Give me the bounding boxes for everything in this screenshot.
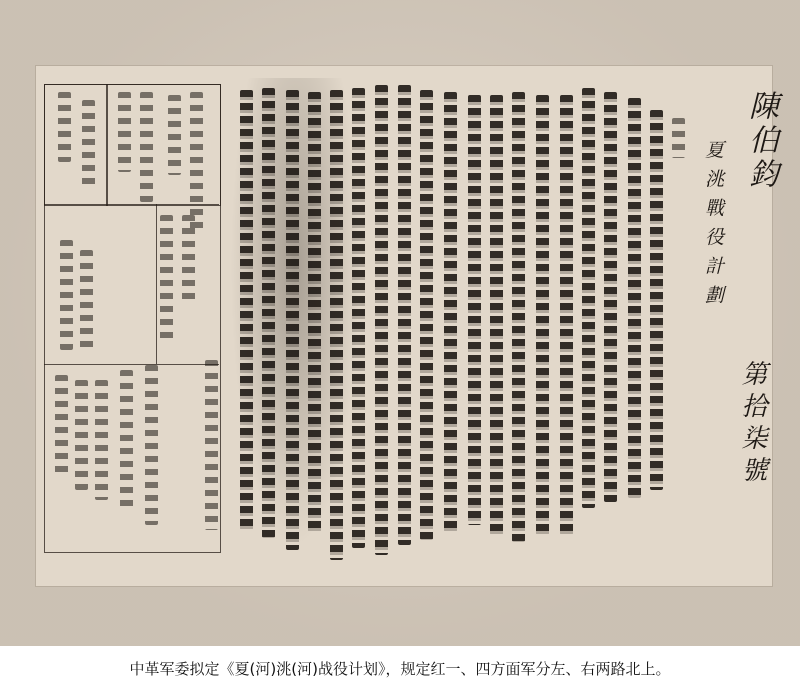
handwriting-column	[286, 90, 299, 550]
handwriting-column	[330, 90, 343, 560]
handwriting-column	[205, 360, 218, 530]
handwriting-column	[60, 240, 73, 350]
handwriting-column	[468, 95, 481, 525]
handwriting-column	[262, 88, 275, 538]
handwriting-column	[512, 92, 525, 542]
handwriting-column	[536, 95, 549, 535]
handwriting-column	[120, 370, 133, 510]
table-cell	[44, 84, 108, 206]
handwriting-column	[352, 88, 365, 548]
handwriting-column	[140, 92, 153, 202]
document-title: 夏洮戰役計劃	[702, 140, 724, 314]
photo-caption: 中革军委拟定《夏(河)洮(河)战役计划》，规定红一、四方面军分左、右两路北上。	[129, 660, 671, 678]
handwriting-column	[308, 92, 321, 532]
handwriting-column	[168, 95, 181, 175]
handwriting-column	[444, 92, 457, 532]
handwriting-column	[160, 215, 173, 345]
handwriting-column	[420, 90, 433, 540]
handwriting-column	[118, 92, 131, 172]
handwriting-column	[190, 92, 203, 232]
handwriting-column	[672, 118, 685, 158]
handwriting-column	[75, 380, 88, 490]
handwriting-column	[182, 215, 195, 305]
handwriting-column	[240, 90, 253, 530]
handwriting-column	[58, 92, 71, 162]
handwriting-column	[560, 95, 573, 535]
handwriting-column	[80, 250, 93, 350]
table-divider	[44, 364, 219, 365]
handwriting-column	[604, 92, 617, 502]
handwriting-column	[375, 85, 388, 555]
handwritten-name: 陳伯鈞	[743, 90, 778, 192]
handwriting-column	[650, 110, 663, 490]
handwriting-column	[490, 95, 503, 535]
handwriting-column	[55, 375, 68, 475]
handwriting-column	[145, 365, 158, 525]
signature-mark: 第拾柒號	[737, 360, 767, 488]
handwriting-column	[582, 88, 595, 508]
handwriting-column	[95, 380, 108, 500]
handwriting-column	[82, 100, 95, 190]
handwriting-column	[628, 98, 641, 498]
handwriting-column	[398, 85, 411, 545]
table-divider	[156, 204, 157, 364]
